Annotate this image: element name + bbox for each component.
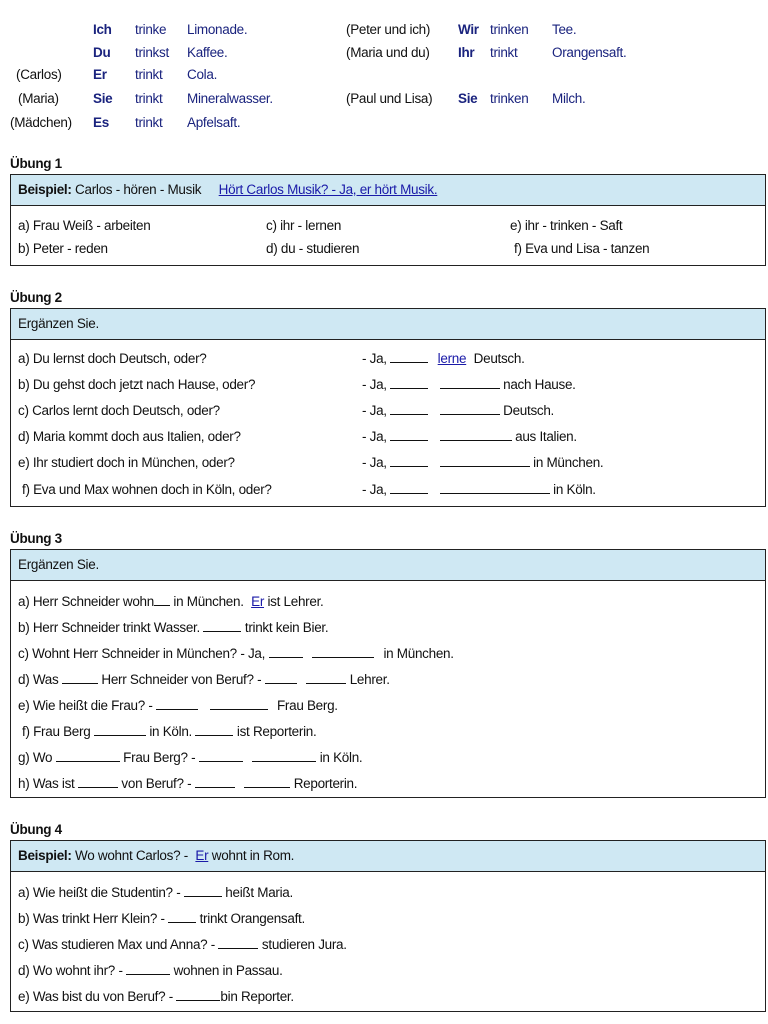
drink: Limonade. [187, 22, 248, 37]
exercise-4-box [10, 840, 766, 1012]
item-d [18, 963, 283, 978]
item-e [18, 989, 294, 1004]
verb: trinkt [135, 115, 163, 130]
blank[interactable] [156, 698, 198, 710]
text: c) Was studieren Max und Anna? - [18, 937, 216, 952]
item: f) Eva und Lisa - tanzen [514, 241, 650, 256]
answer-suffix: aus Italien. [515, 429, 577, 444]
blank[interactable] [390, 429, 428, 441]
text: h) Was ist [18, 776, 75, 791]
answer-suffix: Deutsch. [503, 403, 554, 418]
pronoun: Sie [93, 91, 113, 106]
blank[interactable] [390, 482, 428, 494]
text: heißt Maria. [225, 885, 293, 900]
verb: trinken [490, 22, 529, 37]
text: Frau Berg? - [123, 750, 196, 765]
sentence-a [18, 594, 323, 609]
answer-suffix: in München. [533, 455, 604, 470]
answer-suffix: nach Hause. [503, 377, 576, 392]
drink: Kaffee. [187, 45, 228, 60]
subject-hint: (Paul und Lisa) [346, 91, 433, 106]
item: e) ihr - trinken - Saft [510, 218, 623, 233]
item: d) du - studieren [266, 241, 360, 256]
blank[interactable] [312, 646, 374, 658]
blank[interactable] [440, 403, 500, 415]
example-post: wohnt in Rom. [211, 848, 295, 863]
subject-hint: (Mädchen) [10, 115, 72, 130]
verb: trinken [490, 91, 529, 106]
text: e) Wie heißt die Frau? - [18, 698, 153, 713]
question: b) Du gehst doch jetzt nach Hause, oder? [18, 377, 256, 392]
pronoun: Wir [458, 22, 479, 37]
text: trinkt Orangensaft. [199, 911, 305, 926]
exercise-3-title: Übung 3 [10, 531, 62, 546]
blank[interactable] [126, 963, 170, 975]
answer-suffix: Deutsch. [473, 351, 525, 366]
verb: trinke [135, 22, 167, 37]
answer-prefix: - Ja, [362, 403, 387, 418]
text: e) Was bist du von Beruf? - [18, 989, 173, 1004]
blank[interactable] [195, 776, 235, 788]
blank[interactable] [184, 885, 222, 897]
instruction: Ergänzen Sie. [11, 309, 765, 340]
subject-hint: (Peter und ich) [346, 22, 431, 37]
filled-answer: Er [251, 594, 265, 609]
pronoun-ich [93, 22, 112, 37]
text: in Köln. [319, 750, 363, 765]
answer-prefix: - Ja, [362, 351, 387, 366]
item-a [18, 885, 293, 900]
text: trinkt kein Bier. [244, 620, 329, 635]
blank[interactable] [390, 455, 428, 467]
pronoun: Ihr [458, 45, 475, 60]
example-row [11, 841, 765, 872]
filled-answer: Er [195, 848, 209, 863]
sentence-b [18, 620, 328, 635]
blank[interactable] [252, 750, 316, 762]
sentence-g [18, 750, 362, 765]
pronoun: Sie [458, 91, 478, 106]
answer-prefix: - Ja, [362, 429, 387, 444]
text: d) Was [18, 672, 59, 687]
blank[interactable] [440, 482, 550, 494]
item: a) Frau Weiß - arbeiten [18, 218, 151, 233]
item: b) Peter - reden [18, 241, 108, 256]
question: f) Eva und Max wohnen doch in Köln, oder? [22, 482, 272, 497]
text: a) Wie heißt die Studentin? - [18, 885, 181, 900]
blank[interactable] [218, 937, 258, 949]
text: b) Was trinkt Herr Klein? - [18, 911, 165, 926]
text: in München. [383, 646, 454, 661]
example-answer-link[interactable]: Hört Carlos Musik? - Ja, er hört Musik. [218, 182, 438, 197]
text: Reporterin. [293, 776, 358, 791]
text: Lehrer. [349, 672, 390, 687]
subject-hint: (Maria und du) [346, 45, 430, 60]
answer-prefix: - Ja, [362, 482, 387, 497]
text: Herr Schneider von Beruf? - [101, 672, 262, 687]
sentence-f [22, 724, 316, 739]
blank[interactable] [56, 750, 120, 762]
answer-line [362, 429, 577, 444]
text: studieren Jura. [261, 937, 347, 952]
text: ist Reporterin. [236, 724, 317, 739]
blank[interactable] [390, 351, 428, 363]
verb: trinkst [135, 45, 169, 60]
text: wohnen in Passau. [173, 963, 283, 978]
blank[interactable] [210, 698, 268, 710]
exercise-3-box [10, 549, 766, 798]
blank[interactable] [78, 776, 118, 788]
pronoun: Es [93, 115, 109, 130]
pronoun: Er [93, 67, 107, 82]
sentence-e [18, 698, 338, 713]
sentence-d [18, 672, 390, 687]
sentence-h [18, 776, 357, 791]
verb: trinkt [490, 45, 518, 60]
drink: Orangensaft. [552, 45, 627, 60]
blank[interactable] [306, 672, 346, 684]
sentence-c [18, 646, 454, 661]
verb: trinkt [135, 67, 163, 82]
example-label: Beispiel: [18, 848, 72, 863]
exercise-1-box [10, 174, 766, 266]
drink: Mineralwasser. [187, 91, 273, 106]
example-row [11, 175, 765, 206]
blank[interactable] [440, 455, 530, 467]
answer-suffix: in Köln. [553, 482, 596, 497]
exercise-2-title: Übung 2 [10, 290, 62, 305]
question: e) Ihr studiert doch in München, oder? [18, 455, 235, 470]
blank[interactable] [269, 646, 303, 658]
subject-hint: (Maria) [18, 91, 59, 106]
blank[interactable] [390, 403, 428, 415]
answer-prefix: - Ja, [362, 455, 387, 470]
text: g) Wo [18, 750, 53, 765]
blank[interactable] [195, 724, 233, 736]
text: b) Herr Schneider trinkt Wasser. [18, 620, 200, 635]
exercise-4-title: Übung 4 [10, 822, 62, 837]
answer-line [362, 455, 603, 470]
blank[interactable] [154, 594, 170, 606]
answer-line [362, 482, 596, 497]
pronoun: Ich [93, 22, 112, 37]
answer-line [362, 403, 554, 418]
text: d) Wo wohnt ihr? - [18, 963, 123, 978]
exercise-2-box [10, 308, 766, 507]
example-text: Wo wohnt Carlos? - [75, 848, 188, 863]
drink: Cola. [187, 67, 218, 82]
blank[interactable] [390, 377, 428, 389]
drink: Milch. [552, 91, 586, 106]
item-b [18, 911, 305, 926]
text: bin Reporter. [220, 989, 294, 1004]
text: ist Lehrer. [267, 594, 324, 609]
blank[interactable] [265, 672, 297, 684]
text: in München. [173, 594, 244, 609]
text: von Beruf? - [121, 776, 192, 791]
item-c [18, 937, 347, 952]
example-text: Carlos - hören - Musik [75, 182, 202, 197]
text: Frau Berg. [276, 698, 338, 713]
blank[interactable] [440, 429, 512, 441]
filled-answer: lerne [437, 351, 467, 366]
blank[interactable] [62, 672, 98, 684]
blank[interactable] [244, 776, 290, 788]
blank[interactable] [203, 620, 241, 632]
instruction: Ergänzen Sie. [11, 550, 765, 581]
exercise-1-title: Übung 1 [10, 156, 62, 171]
blank[interactable] [440, 377, 500, 389]
question: d) Maria kommt doch aus Italien, oder? [18, 429, 241, 444]
answer-prefix: - Ja, [362, 377, 387, 392]
subject-hint: (Carlos) [16, 67, 62, 82]
example-label: Beispiel: [18, 182, 72, 197]
question: c) Carlos lernt doch Deutsch, oder? [18, 403, 220, 418]
text: c) Wohnt Herr Schneider in München? - Ja, [18, 646, 266, 661]
question: a) Du lernst doch Deutsch, oder? [18, 351, 207, 366]
blank[interactable] [176, 989, 220, 1001]
item: c) ihr - lernen [266, 218, 342, 233]
drink: Apfelsaft. [187, 115, 241, 130]
blank[interactable] [94, 724, 146, 736]
blank[interactable] [199, 750, 243, 762]
verb: trinkt [135, 91, 163, 106]
answer-line [362, 377, 576, 392]
drink: Tee. [552, 22, 577, 37]
text: f) Frau Berg [22, 724, 91, 739]
blank[interactable] [168, 911, 196, 923]
pronoun: Du [93, 45, 111, 60]
answer-line [362, 351, 525, 366]
text: a) Herr Schneider wohn [18, 594, 154, 609]
text: in Köln. [149, 724, 192, 739]
